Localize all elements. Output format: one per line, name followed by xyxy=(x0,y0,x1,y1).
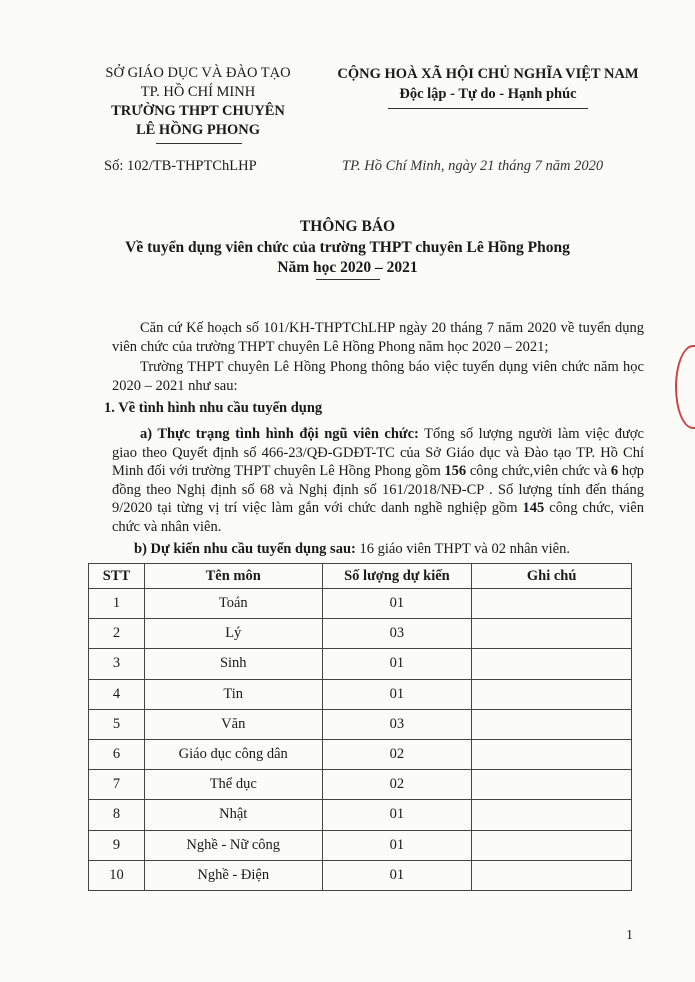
cell-stt: 3 xyxy=(89,649,145,679)
document-subtitle: Về tuyển dụng viên chức của trường THPT chuyên Lê Hồng Phong xyxy=(125,239,570,256)
cell-note xyxy=(472,800,632,830)
motto: Độc lập - Tự do - Hạnh phúc xyxy=(399,86,577,102)
national-motto-block xyxy=(318,64,658,104)
cell-subject: Tin xyxy=(144,679,322,709)
cell-quantity: 02 xyxy=(322,770,472,800)
cell-note xyxy=(472,739,632,769)
cell-stt: 6 xyxy=(89,739,145,769)
issuer-line-1: SỞ GIÁO DỤC VÀ ĐÀO TẠO xyxy=(105,65,291,81)
cell-note xyxy=(472,649,632,679)
paragraph-a: a) Thực trạng tình hình đội ngũ viên chức: Tổng số lượng người làm việc được giao theo Quyết định số 466-23/QĐ-GDĐT-TC của Sở Giáo dục và Đào tạo TP. Hồ Chí Minh đối với trường THPT chuyên Lê Hồng Phong gồm 156 công chức,viên chức và 6 hợp đồng theo Nghị định số 68 và Nghị định số 161/2018/NĐ-CP . Số lượng tính đến tháng 9/2020 tại từng vị trí việc làm gắn với chức danh nghề nghiệp gồm 145 công chức, viên chức và nhân viên. xyxy=(112,426,645,535)
cell-quantity: 01 xyxy=(322,589,472,619)
document-date: TP. Hồ Chí Minh, ngày 21 tháng 7 năm 2020 xyxy=(342,158,604,174)
cell-stt: 7 xyxy=(89,770,145,800)
cell-note xyxy=(472,770,632,800)
issuer-block xyxy=(88,64,308,140)
school-name-line-1: TRƯỜNG THPT CHUYÊN xyxy=(111,103,285,119)
cell-quantity: 01 xyxy=(322,830,472,860)
cell-quantity: 03 xyxy=(322,619,472,649)
table-row xyxy=(89,830,632,860)
table-row xyxy=(89,709,632,739)
title-underline xyxy=(316,279,380,280)
paragraph-a-label: a) Thực trạng tình hình đội ngũ viên chức: xyxy=(140,426,419,442)
cell-stt: 9 xyxy=(89,830,145,860)
cell-stt: 5 xyxy=(89,709,145,739)
issuer-line-2: TP. HỒ CHÍ MINH xyxy=(140,84,256,100)
header-note: Ghi chú xyxy=(472,564,632,589)
paragraph-b-label: b) Dự kiến nhu cầu tuyển dụng sau: xyxy=(134,541,356,557)
table-row xyxy=(89,770,632,800)
cell-note xyxy=(472,830,632,860)
table-row xyxy=(89,679,632,709)
cell-note xyxy=(472,709,632,739)
cell-subject: Giáo dục công dân xyxy=(144,739,322,769)
header-quantity: Số lượng dự kiến xyxy=(322,564,472,589)
school-year: Năm học 2020 – 2021 xyxy=(277,259,418,276)
cell-stt: 4 xyxy=(89,679,145,709)
cell-subject: Nghề - Điện xyxy=(144,860,322,890)
school-name-line-2: LÊ HỒNG PHONG xyxy=(135,122,261,138)
cell-quantity: 01 xyxy=(322,679,472,709)
table-row xyxy=(89,800,632,830)
country-name: CỘNG HOÀ XÃ HỘI CHỦ NGHĨA VIỆT NAM xyxy=(337,66,639,82)
table-row xyxy=(89,589,632,619)
cell-note xyxy=(472,619,632,649)
table-row xyxy=(89,649,632,679)
paragraph-announcement: Trường THPT chuyên Lê Hồng Phong thông báo việc tuyển dụng viên chức năm học 2020 – 2021 như sau: xyxy=(112,359,644,394)
cell-stt: 10 xyxy=(89,860,145,890)
paragraph-b: b) Dự kiến nhu cầu tuyển dụng sau: 16 giáo viên THPT và 02 nhân viên. xyxy=(134,541,570,557)
cell-stt: 8 xyxy=(89,800,145,830)
cell-subject: Thể dục xyxy=(144,770,322,800)
cell-stt: 2 xyxy=(89,619,145,649)
cell-note xyxy=(472,860,632,890)
cell-quantity: 02 xyxy=(322,739,472,769)
section-heading-1: 1. Về tình hình nhu cầu tuyển dụng xyxy=(104,400,323,416)
cell-note xyxy=(472,679,632,709)
cell-subject: Toán xyxy=(144,589,322,619)
cell-quantity: 01 xyxy=(322,800,472,830)
document-title: THÔNG BÁO xyxy=(299,218,396,235)
header-subject: Tên môn xyxy=(144,564,322,589)
cell-subject: Lý xyxy=(144,619,322,649)
cell-quantity: 01 xyxy=(322,649,472,679)
table-header-row xyxy=(89,564,632,589)
recruitment-table xyxy=(88,563,632,891)
motto-underline xyxy=(388,108,588,109)
cell-note xyxy=(472,589,632,619)
red-seal-fragment xyxy=(675,345,695,429)
cell-quantity: 01 xyxy=(322,860,472,890)
cell-subject: Sinh xyxy=(144,649,322,679)
table-row xyxy=(89,739,632,769)
table-row xyxy=(89,619,632,649)
cell-subject: Nhật xyxy=(144,800,322,830)
cell-subject: Nghề - Nữ công xyxy=(144,830,322,860)
cell-quantity: 03 xyxy=(322,709,472,739)
issuer-underline xyxy=(156,143,242,144)
table-row xyxy=(89,860,632,890)
cell-subject: Văn xyxy=(144,709,322,739)
paragraph-basis: Căn cứ Kế hoạch số 101/KH-THPTChLHP ngày 20 tháng 7 năm 2020 về tuyển dụng viên chức của trường THPT chuyên Lê Hồng Phong năm học 2020 – 2021; xyxy=(112,320,644,355)
document-number: Số: 102/TB-THPTChLHP xyxy=(104,158,257,174)
cell-stt: 1 xyxy=(89,589,145,619)
header-stt: STT xyxy=(89,564,145,589)
page-number: 1 xyxy=(626,928,633,943)
